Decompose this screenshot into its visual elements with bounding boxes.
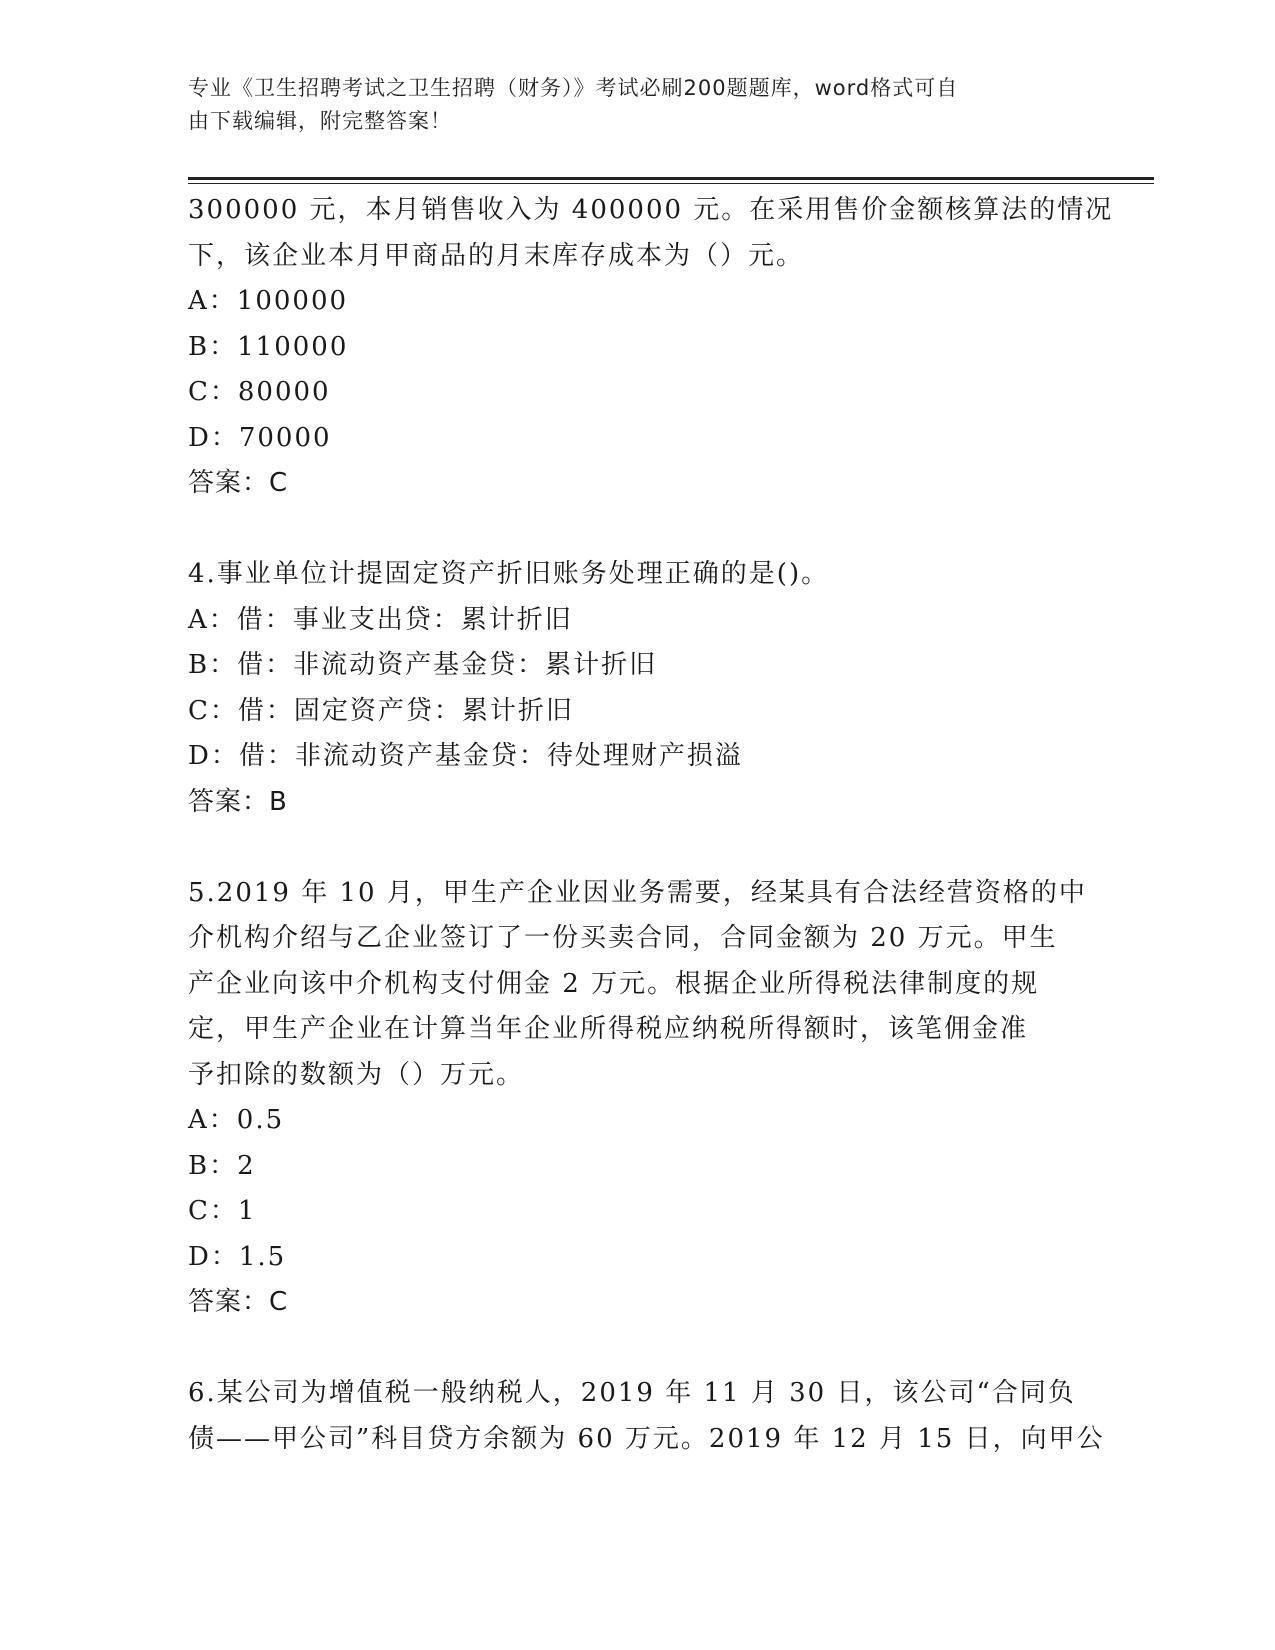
option-c: C：借：固定资产贷：累计折旧	[188, 695, 574, 726]
option-d: D：借：非流动资产基金贷：待处理财产损溢	[188, 741, 743, 771]
answer-line: 答案：C	[188, 468, 289, 498]
option-c: C：1	[188, 1196, 257, 1226]
spacer	[188, 825, 1088, 871]
question-6	[188, 1371, 1105, 1462]
header-rule-thick	[188, 177, 1154, 180]
option-c: C：80000	[188, 377, 331, 407]
question-stem-line: 介机构介绍与乙企业签订了一份买卖合同，合同金额为 20 万元。甲生	[188, 923, 1058, 953]
question-3	[188, 188, 1114, 507]
spacer	[188, 1326, 1088, 1372]
option-b: B：借：非流动资产基金贷：累计折旧	[188, 650, 658, 680]
question-stem-line: 300000 元，本月销售收入为 400000 元。在采用售价金额核算法的情况	[188, 195, 1114, 225]
header-line-2: 由下载编辑，附完整答案！	[188, 109, 452, 133]
option-a: A：0.5	[188, 1105, 285, 1135]
option-b: B：110000	[188, 331, 349, 362]
question-stem-line: 予扣除的数额为（）万元。	[188, 1059, 525, 1090]
question-stem-line: 5.2019 年 10 月，甲生产企业因业务需要，经某具有合法经营资格的中	[188, 877, 1087, 908]
question-5	[188, 871, 1088, 1326]
document-header	[188, 72, 1068, 138]
option-a: A：借：事业支出贷：累计折旧	[188, 604, 573, 635]
answer-line: 答案：C	[188, 1287, 289, 1317]
question-stem-line: 4.事业单位计提固定资产折旧账务处理正确的是()。	[188, 559, 830, 589]
option-a: A：100000	[188, 286, 349, 316]
header-line-1: 专业《卫生招聘考试之卫生招聘（财务）》考试必刷200题题库，word格式可自	[188, 76, 959, 100]
question-stem-line: 债——甲公司”科目贷方余额为 60 万元。2019 年 12 月 15 日，向甲公	[188, 1423, 1105, 1454]
option-b: B：2	[188, 1150, 256, 1181]
question-stem-line: 6.某公司为增值税一般纳税人，2019 年 11 月 30 日，该公司“合同负	[188, 1378, 1076, 1408]
spacer	[188, 507, 1088, 553]
option-d: D：70000	[188, 422, 332, 453]
question-content	[188, 188, 1114, 1462]
question-stem-line: 产企业向该中介机构支付佣金 2 万元。根据企业所得税法律制度的规	[188, 968, 1040, 999]
question-4	[188, 552, 1088, 825]
option-d: D：1.5	[188, 1241, 287, 1272]
answer-line: 答案：B	[188, 786, 288, 817]
question-stem-line: 定，甲生产企业在计算当年企业所得税应纳税所得额时，该笔佣金准	[188, 1014, 1029, 1044]
header-rule-thin	[188, 183, 1154, 184]
question-stem-line: 下，该企业本月甲商品的月末库存成本为（）元。	[188, 240, 805, 271]
